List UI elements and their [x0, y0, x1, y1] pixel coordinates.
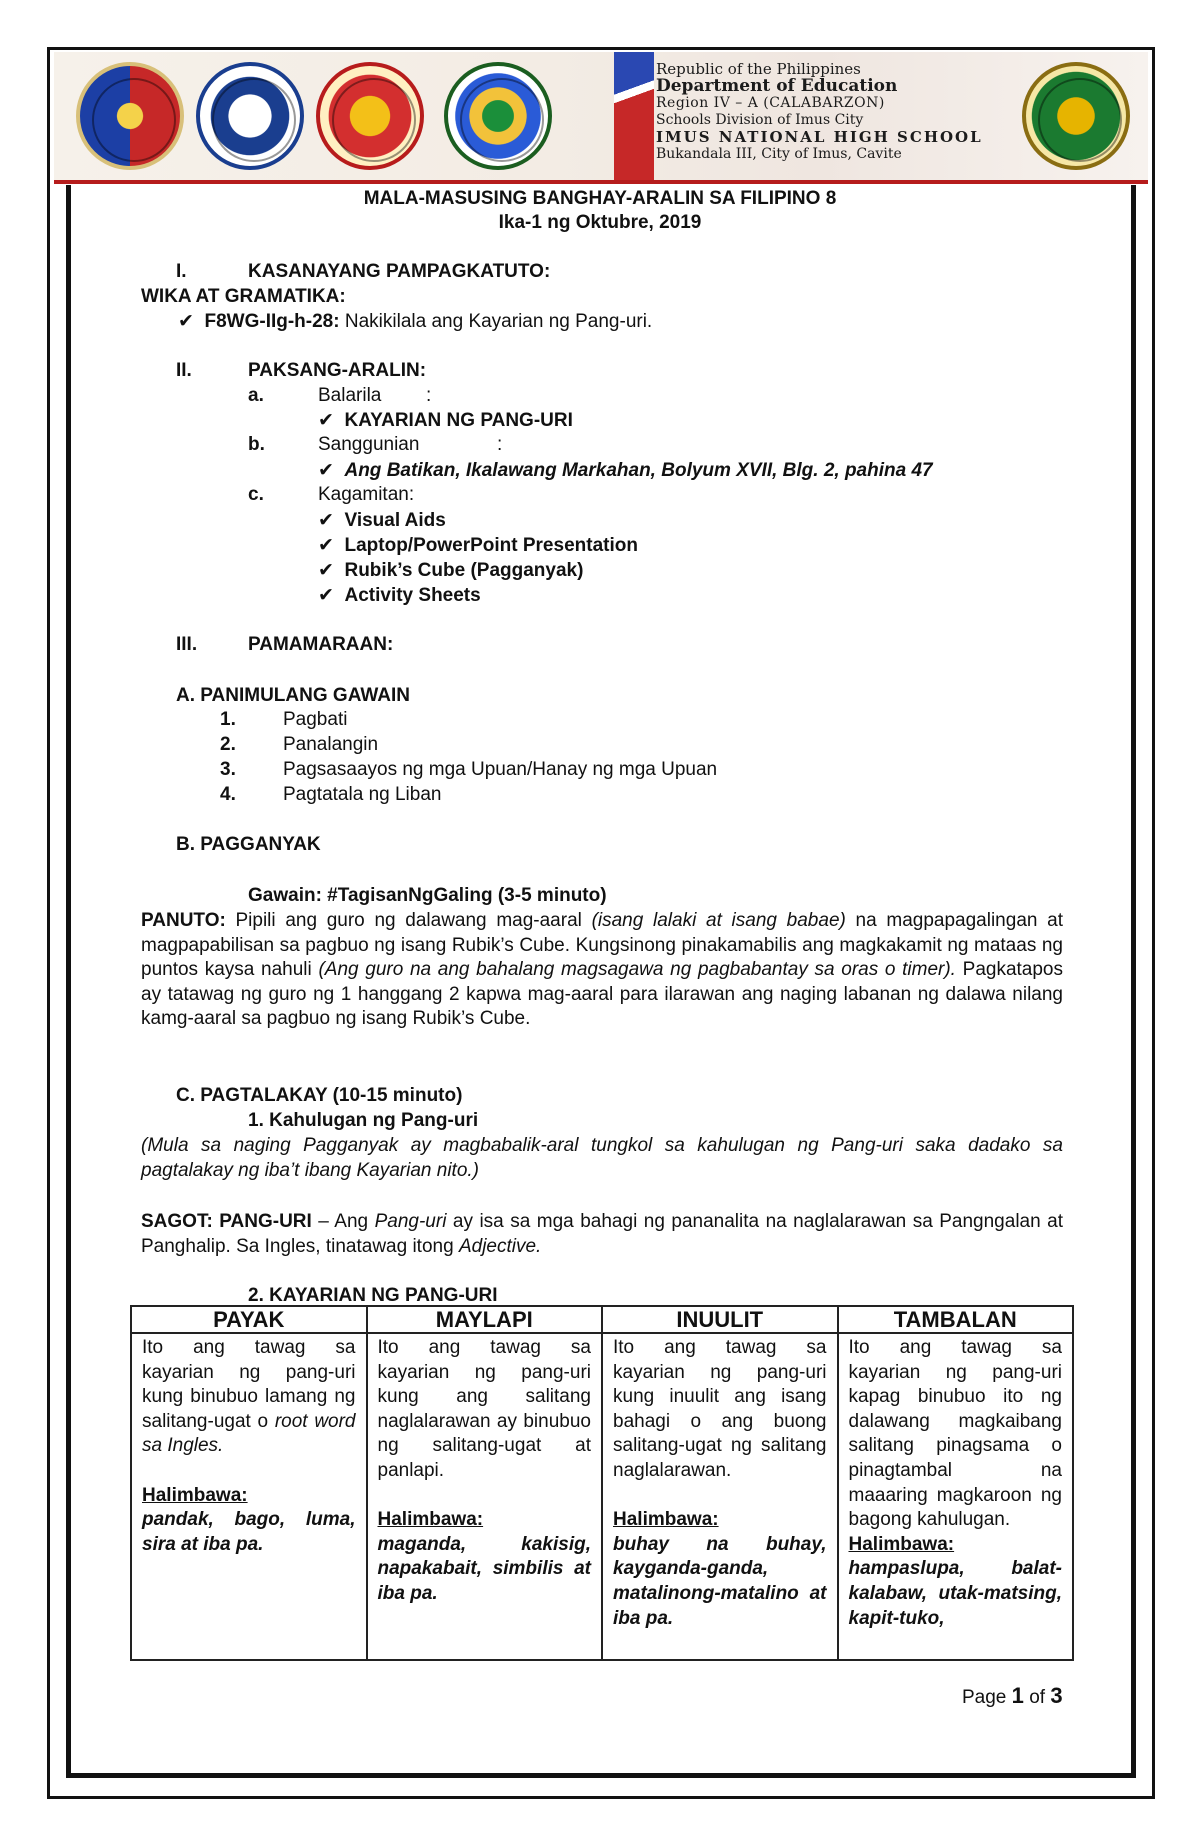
section-2-heading: PAKSANG-ARALIN: — [248, 360, 427, 381]
division-line: Schools Division of Imus City — [656, 112, 864, 128]
example-heading: Halimbawa: — [848, 1533, 955, 1555]
subtopic-2-heading: 2. KAYARIAN NG PANG-URI — [248, 1285, 498, 1306]
document-title: MALA-MASUSING BANGHAY-ARALIN SA FILIPINO 8 — [363, 188, 837, 209]
flag-ribbon-icon — [614, 52, 654, 180]
part-c-heading: C. PAGTALAKAY (10-15 minuto) — [176, 1085, 463, 1106]
item-b-label: Sanggunian — [318, 434, 420, 455]
example-text: buhay na buhay, kayganda-ganda, matalinong-matalino at iba pa. — [613, 1533, 827, 1629]
activity-title: Gawain: #TagisanNgGaling (3-5 minuto) — [248, 885, 607, 906]
letterhead-text — [656, 61, 983, 163]
kayarian-table — [130, 1305, 1074, 1661]
part-b-heading: B. PAGGANYAK — [176, 834, 321, 855]
check-icon: ✔ — [318, 534, 334, 556]
table-header-row — [131, 1306, 1073, 1333]
subtopic-1-heading: 1. Kahulugan ng Pang-uri — [248, 1110, 479, 1131]
objective-text: Nakikilala ang Kayarian ng Pang-uri. — [344, 311, 653, 332]
tambalan-cell: Ito ang tawag sa kayarian ng pang-uri kapag binubuo ito ng dalawang magkaibang salitang pinagsama o pinagtambal na maaaring magkaroon ng bagong kahulugan. Halimbawa: hampaslupa, balat-kalabaw, utak-matsing, kapit-tuko, — [838, 1333, 1074, 1660]
example-text: pandak, bago, luma, sira at iba pa. — [142, 1509, 356, 1555]
item-b-colon: : — [497, 434, 503, 455]
list-item: Panalangin — [283, 734, 379, 755]
section-2-number: II. — [176, 360, 192, 381]
section-1-subheading: WIKA AT GRAMATIKA: — [141, 286, 346, 307]
list-item-number: 1. — [220, 709, 236, 730]
table-header-cell: PAYAK — [131, 1306, 367, 1333]
section-1-heading: KASANAYANG PAMPAGKATUTO: — [248, 261, 551, 282]
letterhead-banner — [54, 52, 1148, 184]
list-item-number: 2. — [220, 734, 236, 755]
item-a-value: ✔ KAYARIAN NG PANG-URI — [318, 409, 573, 431]
example-heading: Halimbawa: — [613, 1509, 719, 1531]
item-c-label: Kagamitan: — [318, 484, 415, 505]
document-date: Ika-1 ng Oktubre, 2019 — [498, 212, 702, 233]
section-1-number: I. — [176, 261, 187, 282]
material-item: ✔ Laptop/PowerPoint Presentation — [318, 534, 638, 556]
table-header-cell: INUULIT — [602, 1306, 838, 1333]
item-c-letter: c. — [248, 484, 264, 505]
check-icon: ✔ — [318, 459, 334, 481]
section-3-heading: PAMAMARAAN: — [248, 634, 394, 655]
division-seal-icon — [444, 62, 552, 170]
list-item: Pagsasaayos ng mga Upuan/Hanay ng mga Upuan — [283, 759, 718, 780]
competency-code: F8WG-IIg-h-28: — [204, 311, 340, 332]
example-text: hampaslupa, balat-kalabaw, utak-matsing, kapit-tuko, — [848, 1558, 1062, 1629]
material-item: ✔ Activity Sheets — [318, 584, 481, 606]
item-a-colon: : — [426, 385, 432, 406]
inuulit-cell: Ito ang tawag sa kayarian ng pang-uri kung inuulit ang isang bahagi o ang buong salitang-ugat ng salitang naglalarawan. Halimbawa: buhay na buhay, kayganda-ganda, matalinong-matalino at iba pa. — [602, 1333, 838, 1660]
item-b-value: ✔ Ang Batikan, Ikalawang Markahan, Bolyum XVII, Blg. 2, pahina 47 — [318, 459, 933, 481]
item-a-label: Balarila — [318, 385, 382, 406]
check-icon: ✔ — [318, 584, 334, 606]
table-header-cell: TAMBALAN — [838, 1306, 1074, 1333]
table-header-cell: MAYLAPI — [367, 1306, 603, 1333]
part-a-heading: A. PANIMULANG GAWAIN — [176, 685, 410, 706]
check-icon: ✔ — [318, 509, 334, 531]
objective-item — [178, 310, 652, 333]
answer-paragraph: SAGOT: PANG-URI – Ang Pang-uri ay isa sa mga bahagi ng pananalita na naglalarawan sa Pangngalan at Panghalip. Sa Ingles, tinatawag itong Adjective. — [141, 1211, 1064, 1257]
check-icon: ✔ — [178, 310, 194, 332]
list-item: Pagtatala ng Liban — [283, 784, 442, 805]
maylapi-cell: Ito ang tawag sa kayarian ng pang-uri kung ang salitang naglalarawan ay binubuo ng salitang-ugat at panlapi. Halimbawa: maganda, kakisig, napakabait, simbilis at iba pa. — [367, 1333, 603, 1660]
material-item: ✔ Visual Aids — [318, 509, 446, 531]
page-number: Page 1 of 3 — [962, 1683, 1063, 1708]
region-seal-icon — [316, 62, 424, 170]
item-a-letter: a. — [248, 385, 264, 406]
philippines-seal-icon — [76, 62, 184, 170]
transition-note: (Mula sa naging Pagganyak ay magbabalik-aral tungkol sa kahulugan ng Pang-uri saka dadako sa pagtalakay ng iba’t ibang Kayarian nito.) — [141, 1135, 1063, 1181]
school-line: IMUS NATIONAL HIGH SCHOOL — [656, 128, 983, 146]
republic-line: Republic of the Philippines — [656, 60, 861, 78]
region-line: Region IV – A (CALABARZON) — [656, 95, 885, 111]
item-b-letter: b. — [248, 434, 265, 455]
section-3-number: III. — [176, 634, 198, 655]
list-item: Pagbati — [283, 709, 348, 730]
list-item-number: 4. — [220, 784, 236, 805]
example-heading: Halimbawa: — [142, 1484, 248, 1506]
example-heading: Halimbawa: — [377, 1509, 484, 1531]
panuto-paragraph: PANUTO: Pipili ang guro ng dalawang mag-aaral (isang lalaki at isang babae) na magpapagalingan at magpapabilisan sa pagbuo ng isang Rubik’s Cube. Kungsinong pinakamabilis ang magkakamit ng mataas ng puntos kaysa nahuli (Ang guro na ang bahalang magsagawa ng pagbabantay sa oras o timer). Pagkatapos ay tatawag ng guro ng 1 hanggang 2 kapwa mag-aaral para ilarawan ang naging labanan ng dalawa nilang kamg-aaral sa pagbuo ng isang Rubik’s Cube. — [141, 910, 1063, 1030]
check-icon: ✔ — [318, 559, 334, 581]
department-line: Department of Education — [656, 76, 898, 96]
deped-seal-icon — [196, 62, 304, 170]
material-item: ✔ Rubik’s Cube (Pagganyak) — [318, 559, 584, 581]
table-row — [131, 1333, 1073, 1660]
school-seal-icon — [1022, 62, 1130, 170]
example-text: maganda, kakisig, napakabait, simbilis at iba pa. — [377, 1533, 591, 1604]
list-item-number: 3. — [220, 759, 236, 780]
payak-cell: Ito ang tawag sa kayarian ng pang-uri kung binubuo lamang ng salitang-ugat o root word sa Ingles. Halimbawa: pandak, bago, luma, sira at iba pa. — [131, 1333, 367, 1660]
address-line: Bukandala III, City of Imus, Cavite — [656, 146, 902, 162]
check-icon: ✔ — [318, 409, 334, 431]
